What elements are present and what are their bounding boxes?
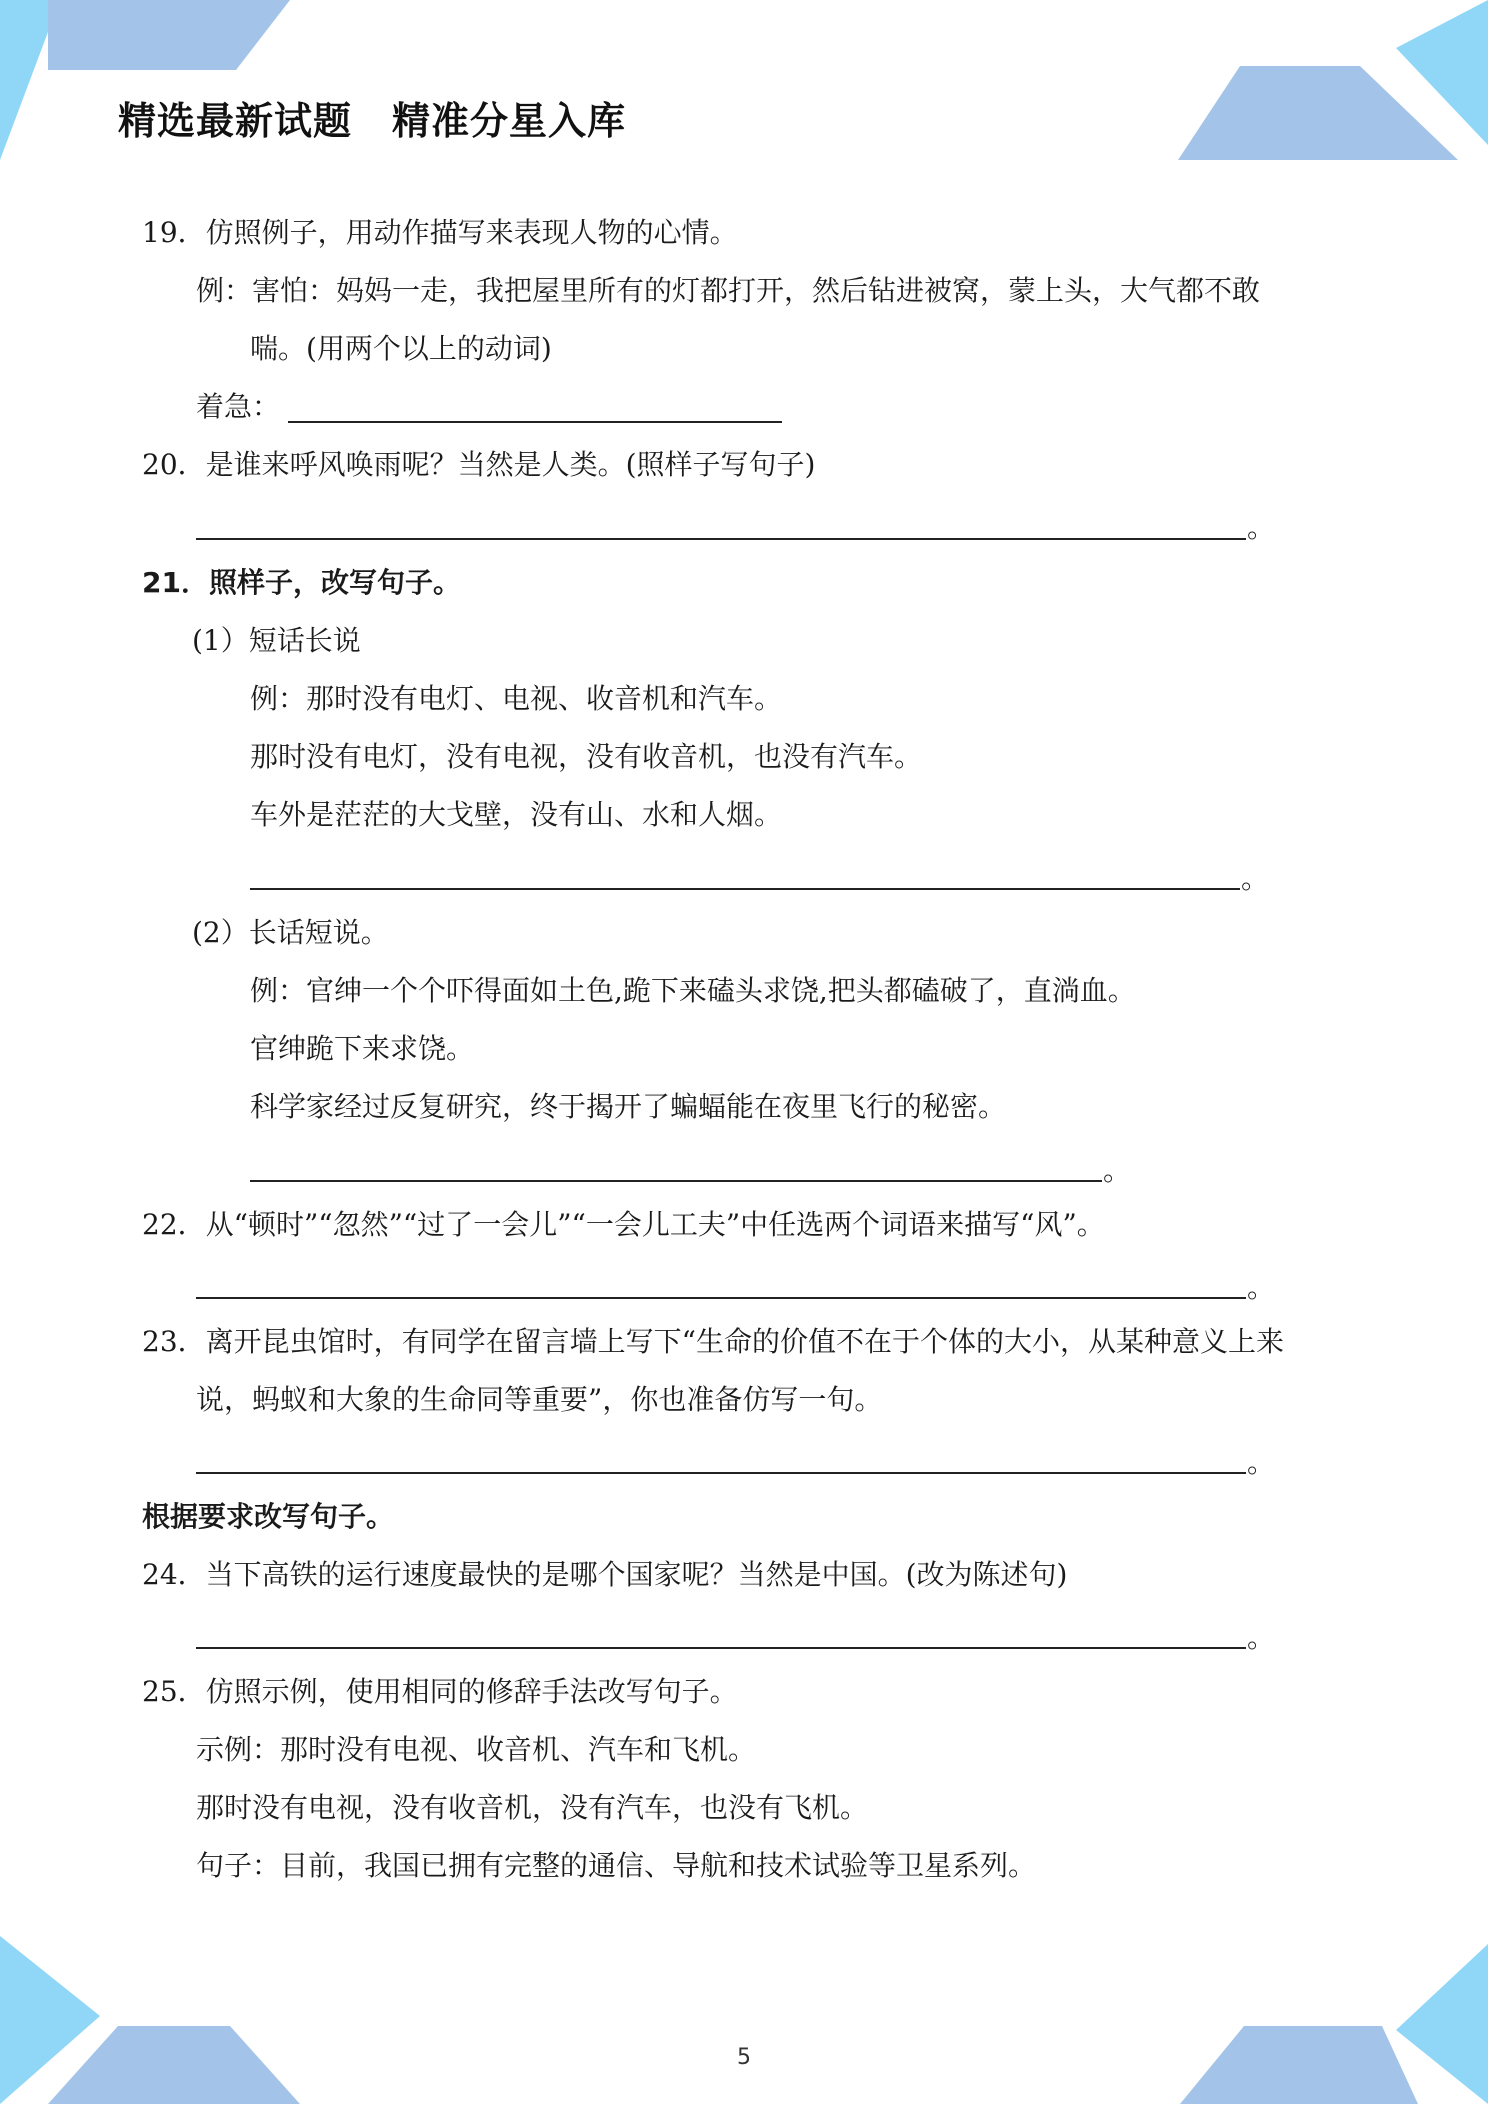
question-25-example: 示例：那时没有电视、收音机、汽车和飞机。	[196, 1733, 757, 1766]
question-21-part1-answer: 那时没有电灯，没有电视，没有收音机，也没有汽车。	[250, 740, 923, 773]
question-21-part2-sentence: 科学家经过反复研究，终于揭开了蝙蝠能在夜里飞行的秘密。	[250, 1090, 1007, 1123]
question-19-prompt: 着急：	[196, 390, 281, 423]
question-23-stem-line1: 23．离开昆虫馆时，有同学在留言墙上写下“生命的价值不在于个体的大小，从某种意义上来	[142, 1325, 1284, 1358]
question-21-part2-period: 。	[1103, 1154, 1132, 1187]
question-21-part1-answer-blank[interactable]	[250, 888, 1240, 890]
question-23-stem-line2: 说，蚂蚁和大象的生命同等重要”，你也准备仿写一句。	[196, 1383, 883, 1416]
question-23-answer-blank[interactable]	[196, 1472, 1246, 1474]
question-21-part1-label: (1）短话长说	[192, 624, 361, 657]
question-21-part2-answer-blank[interactable]	[250, 1180, 1102, 1182]
question-25-answer: 那时没有电视，没有收音机，没有汽车，也没有飞机。	[196, 1791, 869, 1824]
question-25-sentence: 句子：目前，我国已拥有完整的通信、导航和技术试验等卫星系列。	[196, 1849, 1037, 1882]
page-header-title	[118, 90, 626, 145]
question-21-part1-period: 。	[1241, 862, 1270, 895]
question-19-example-line2: 喘。(用两个以上的动词)	[250, 332, 552, 365]
question-19-stem: 19．仿照例子，用动作描写来表现人物的心情。	[142, 216, 738, 249]
header-title-right: 精准分星入库	[392, 99, 627, 143]
question-21-stem: 21．照样子，改写句子。	[142, 566, 461, 599]
question-24-answer-blank[interactable]	[196, 1647, 1246, 1649]
question-22-period: 。	[1247, 1271, 1276, 1304]
question-19-answer-blank[interactable]	[288, 421, 782, 423]
question-20-period: 。	[1247, 511, 1276, 544]
question-19-example-line1: 例：害怕：妈妈一走，我把屋里所有的灯都打开，然后钻进被窝，蒙上头，大气都不敢	[196, 274, 1261, 307]
question-25-stem: 25．仿照示例，使用相同的修辞手法改写句子。	[142, 1675, 738, 1708]
section-heading: 根据要求改写句子。	[142, 1500, 395, 1533]
question-21-part2-label: (2）长话短说。	[192, 916, 389, 949]
question-20-answer-blank[interactable]	[196, 538, 1246, 540]
question-22-stem: 22．从“顿时”“忽然”“过了一会儿”“一会儿工夫”中任选两个词语来描写“风”。	[142, 1208, 1105, 1241]
question-21-part1-sentence: 车外是茫茫的大戈壁，没有山、水和人烟。	[250, 798, 783, 831]
question-21-part2-answer: 官绅跪下来求饶。	[250, 1032, 475, 1065]
question-23-period: 。	[1247, 1446, 1276, 1479]
question-22-answer-blank[interactable]	[196, 1297, 1246, 1299]
question-24-period: 。	[1247, 1621, 1276, 1654]
header-title-left: 精选最新试题	[118, 99, 353, 143]
question-20-stem: 20．是谁来呼风唤雨呢？当然是人类。(照样子写句子)	[142, 448, 816, 481]
top-right-trapezoid	[1178, 66, 1458, 160]
question-21-part1-example: 例：那时没有电灯、电视、收音机和汽车。	[250, 682, 783, 715]
question-21-part2-example: 例：官绅一个个吓得面如土色,跪下来磕头求饶,把头都磕破了，直淌血。	[250, 974, 1136, 1007]
page-number: 5	[737, 2045, 751, 2070]
question-24-stem: 24．当下高铁的运行速度最快的是哪个国家呢？当然是中国。(改为陈述句)	[142, 1558, 1068, 1591]
bottom-right-triangle	[1396, 1944, 1488, 2104]
